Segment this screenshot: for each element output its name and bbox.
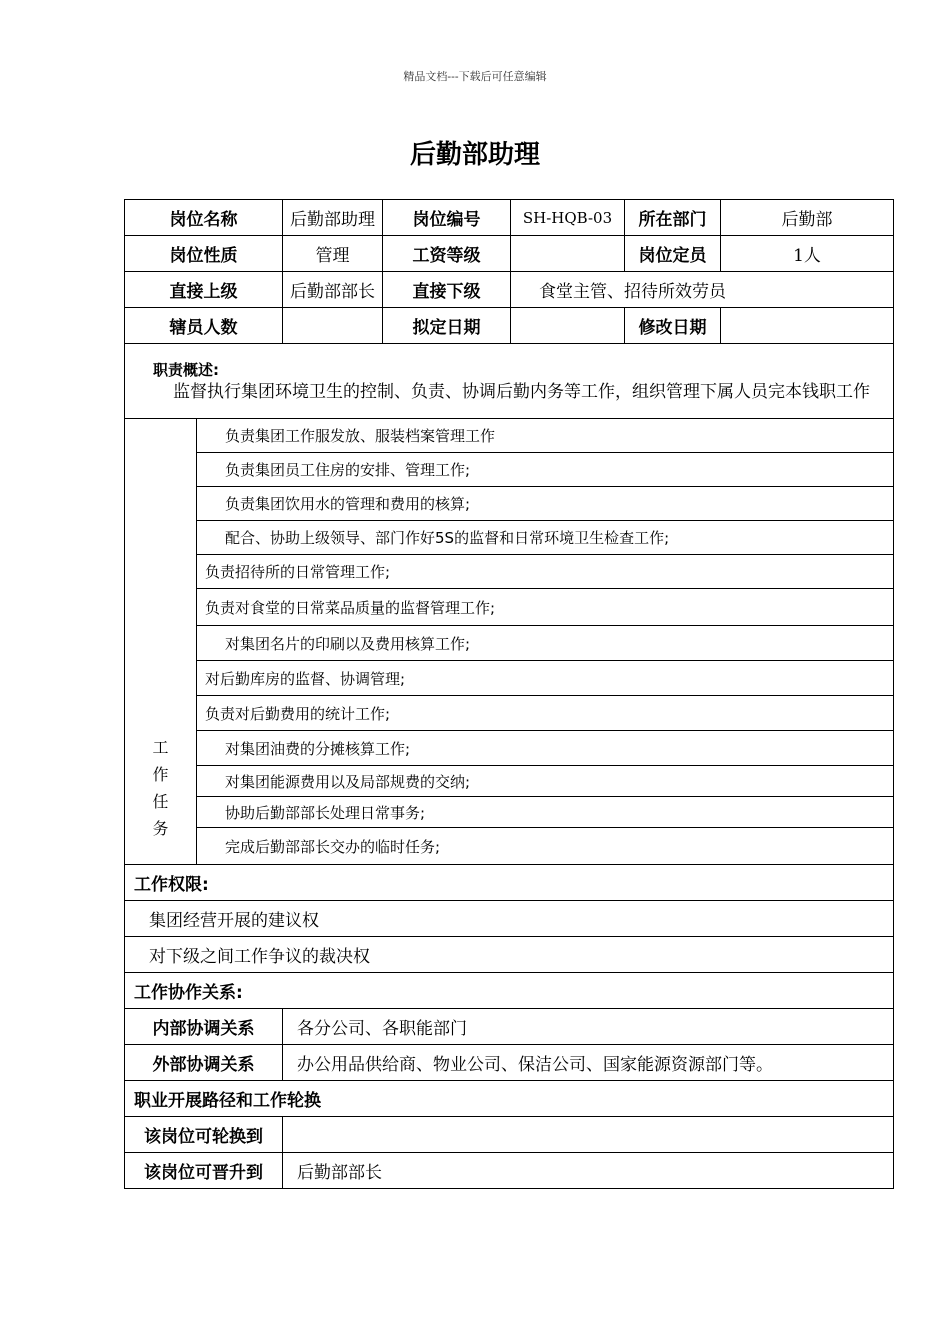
tasks-label: [125, 419, 197, 865]
promote-row: [125, 1153, 894, 1189]
task-item: 对后勤库房的监督、协调管理;: [197, 661, 894, 696]
authority-item: 集团经营开展的建议权: [125, 901, 894, 937]
salary-value: [511, 236, 625, 272]
post-name-label: 岗位名称: [125, 200, 283, 236]
task-row: [125, 696, 894, 731]
tasks-label-char: 任: [152, 792, 169, 811]
rotate-label: 该岗位可轮换到: [125, 1117, 283, 1153]
promote-label: 该岗位可晋升到: [125, 1153, 283, 1189]
task-item: 负责对后勤费用的统计工作;: [197, 696, 894, 731]
task-item: 负责对食堂的日常菜品质量的监督管理工作;: [197, 589, 894, 626]
task-row: [125, 626, 894, 661]
task-row: [125, 453, 894, 487]
post-code-label: 岗位编号: [383, 200, 511, 236]
staff-value: [283, 308, 383, 344]
task-row: [125, 731, 894, 766]
career-title-row: [125, 1081, 894, 1117]
dept-value: 后勤部: [721, 200, 894, 236]
nature-value: 管理: [283, 236, 383, 272]
revise-date-value: [721, 308, 894, 344]
task-item: 完成后勤部部长交办的临时任务;: [197, 828, 894, 865]
summary-title: 职责概述:: [153, 361, 219, 379]
task-row: [125, 555, 894, 589]
task-item: 负责集团员工住房的安排、管理工作;: [197, 453, 894, 487]
task-item: 对集团能源费用以及局部规费的交纳;: [197, 766, 894, 797]
info-row-4: [125, 308, 894, 344]
header-note: 精品文档---下载后可任意编辑: [403, 70, 547, 83]
salary-label: 工资等级: [383, 236, 511, 272]
post-code-value: SH-HQB-03: [511, 200, 625, 236]
task-row: [125, 589, 894, 626]
task-item: 协助后勤部部长处理日常事务;: [197, 797, 894, 828]
relations-title: 工作协作关系:: [125, 973, 894, 1009]
task-row: [125, 766, 894, 797]
tasks-label-char: 务: [152, 819, 169, 838]
authority-title: 工作权限:: [125, 865, 894, 901]
nature-label: 岗位性质: [125, 236, 283, 272]
tasks-label-char: 作: [152, 765, 169, 784]
summary-row: [125, 344, 894, 419]
subordinate-value: 食堂主管、招待所效劳员: [511, 272, 894, 308]
superior-label: 直接上级: [125, 272, 283, 308]
info-row-1: [125, 200, 894, 236]
promote-value: 后勤部部长: [283, 1153, 894, 1189]
rotate-row: [125, 1117, 894, 1153]
draft-date-label: 拟定日期: [383, 308, 511, 344]
quota-label: 岗位定员: [625, 236, 721, 272]
internal-relation-label: 内部协调关系: [125, 1009, 283, 1045]
task-row: [125, 419, 894, 453]
authority-item: 对下级之间工作争议的裁决权: [125, 937, 894, 973]
task-item: 负责集团工作服发放、服装档案管理工作: [197, 419, 894, 453]
job-description-table: [124, 199, 894, 1189]
task-row: [125, 828, 894, 865]
internal-relation-value: 各分公司、各职能部门: [283, 1009, 894, 1045]
summary-text: 监督执行集团环境卫生的控制、负责、协调后勤内务等工作，组织管理下属人员完本钱职工作: [173, 382, 870, 402]
task-item: 对集团油费的分摊核算工作;: [197, 731, 894, 766]
task-row: [125, 661, 894, 696]
authority-title-row: [125, 865, 894, 901]
info-row-2: [125, 236, 894, 272]
superior-value: 后勤部部长: [283, 272, 383, 308]
info-row-3: [125, 272, 894, 308]
task-item: 配合、协助上级领导、部门作好5S的监督和日常环境卫生检查工作;: [197, 521, 894, 555]
task-item: 负责招待所的日常管理工作;: [197, 555, 894, 589]
rotate-value: [283, 1117, 894, 1153]
career-title: 职业开展路径和工作轮换: [125, 1081, 894, 1117]
dept-label: 所在部门: [625, 200, 721, 236]
draft-date-value: [511, 308, 625, 344]
page-title: 后勤部助理: [409, 140, 540, 170]
internal-relation-row: [125, 1009, 894, 1045]
revise-date-label: 修改日期: [625, 308, 721, 344]
external-relation-label: 外部协调关系: [125, 1045, 283, 1081]
task-row: [125, 797, 894, 828]
staff-label: 辖员人数: [125, 308, 283, 344]
task-item: 对集团名片的印刷以及费用核算工作;: [197, 626, 894, 661]
external-relation-value: 办公用品供给商、物业公司、保洁公司、国家能源资源部门等。: [283, 1045, 894, 1081]
authority-row: [125, 937, 894, 973]
relations-title-row: [125, 973, 894, 1009]
tasks-label-char: 工: [152, 738, 169, 757]
post-name-value: 后勤部助理: [283, 200, 383, 236]
external-relation-row: [125, 1045, 894, 1081]
task-item: 负责集团饮用水的管理和费用的核算;: [197, 487, 894, 521]
subordinate-label: 直接下级: [383, 272, 511, 308]
quota-value: 1人: [721, 236, 894, 272]
task-row: [125, 487, 894, 521]
task-row: [125, 521, 894, 555]
authority-row: [125, 901, 894, 937]
